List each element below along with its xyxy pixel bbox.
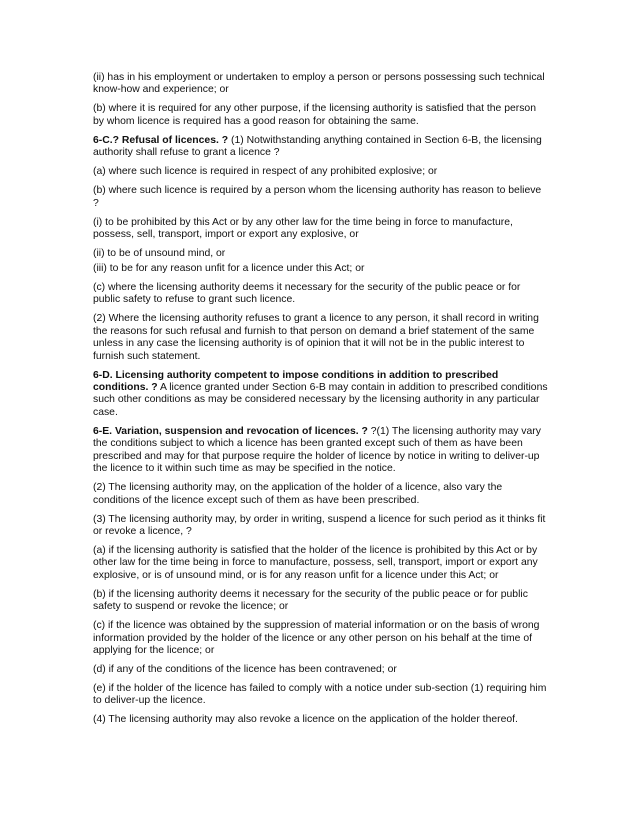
- paragraph-text: (3) The licensing authority may, by order in writing, suspend a licence for such period as it thinks fit or revoke a licence, ?: [93, 513, 546, 537]
- paragraph-2-record-reasons: [93, 313, 549, 363]
- paragraph-b-deems-necessary: [93, 589, 549, 614]
- paragraph-text: (2) The licensing authority may, on the application of the holder of a licence, also vary the conditions of the licence except such of them as have been prescribed.: [93, 482, 503, 506]
- paragraph-text: ?(1) The licensing authority may vary the conditions subject to which a licence has been granted except such of them as have been prescribed and may for that purpose require the holder of licence by notice in writing to deliver-up the licence to it within such time as may be specified in the notice.: [93, 425, 541, 475]
- paragraph-c-suppression: [93, 620, 549, 657]
- paragraph-text: (b) where such licence is required by a person whom the licensing authority has reason to believe ?: [93, 185, 542, 209]
- paragraph-text: (a) if the licensing authority is satisfied that the holder of the licence is prohibited by this Act or by other law for the time being in force to manufacture, possess, sell, transport, import or export any explosive, or is of unsound mind, or is for any reason unfit for a licence under this Act; or: [93, 544, 538, 581]
- paragraph-text: (b) where it is required for any other purpose, if the licensing authority is satisfied that the person by whom licence is required has a good reason for obtaining the same.: [93, 103, 536, 127]
- paragraph-e-failed-comply: [93, 683, 549, 708]
- paragraph-d-contravened: [93, 664, 549, 676]
- paragraph-a-prohibited-explosive: [93, 166, 549, 178]
- paragraph-text: (c) where the licensing authority deems it necessary for the security of the public peace or for public safety to refuse to grant such licence.: [93, 282, 521, 306]
- paragraph-text: (c) if the licence was obtained by the suppression of material information or on the basis of wrong information provided by the holder of the licence or any other person on his behalf at the time of applying for the licence; or: [93, 620, 540, 656]
- section-heading: 6-C.? Refusal of licences. ?: [93, 134, 229, 146]
- paragraph-a-satisfied: [93, 545, 549, 582]
- paragraph-c-public-peace: [93, 282, 549, 307]
- paragraph-text: A licence granted under Section 6-B may contain in addition to prescribed conditions such other conditions as may be considered necessary by the licensing authority in any particular case.: [93, 382, 548, 418]
- section-heading: 6-D. Licensing authority competent to impose conditions in addition to prescribed conditions. ?: [93, 369, 499, 394]
- paragraph-text: (4) The licensing authority may also revoke a licence on the application of the holder thereof.: [93, 714, 518, 726]
- paragraph-text: (b) if the licensing authority deems it necessary for the security of the public peace or for public safety to suspend or revoke the licence; or: [93, 588, 528, 613]
- paragraph-text: (d) if any of the conditions of the licence has been contravened; or: [93, 663, 397, 675]
- paragraph-i-prohibited: [93, 217, 549, 242]
- section-6c-refusal: [93, 135, 549, 160]
- paragraph-text: (ii) has in his employment or undertaken to employ a person or persons possessing such technical know-how and experience; or: [93, 72, 545, 96]
- paragraph-b-reason-to-believe: [93, 185, 549, 210]
- paragraph-ii-unsound-mind: [93, 248, 549, 260]
- paragraph-text: (iii) to be for any reason unfit for a licence under this Act; or: [93, 263, 365, 275]
- paragraph-text: (a) where such licence is required in respect of any prohibited explosive; or: [93, 166, 438, 178]
- paragraph-2-vary-conditions: [93, 482, 549, 507]
- section-6e-variation: [93, 426, 549, 476]
- paragraph-ii-employment: [93, 72, 549, 97]
- paragraph-text: (i) to be prohibited by this Act or by any other law for the time being in force to manufacture, possess, sell, transport, import or export any explosive, or: [93, 216, 513, 241]
- paragraph-text: (ii) to be of unsound mind, or: [93, 248, 226, 260]
- paragraph-text: (2) Where the licensing authority refuses to grant a licence to any person, it shall record in writing the reasons for such refusal and furnish to that person on demand a brief statement of the same unless in any case the licensing authority is of opinion that it will not be in the public interest to furnish such statement.: [93, 313, 539, 362]
- paragraph-3-suspend: [93, 514, 549, 539]
- section-6d-conditions: [93, 370, 549, 420]
- paragraph-4-revoke-application: [93, 714, 549, 726]
- paragraph-b-other-purpose: [93, 103, 549, 128]
- document-page: [93, 72, 549, 733]
- section-heading: 6-E. Variation, suspension and revocation of licences. ?: [93, 425, 368, 437]
- paragraph-iii-unfit: [93, 263, 549, 275]
- paragraph-text: (e) if the holder of the licence has failed to comply with a notice under sub-section (1) requiring him to deliver-up the licence.: [93, 682, 547, 707]
- paragraph-text: (1) Notwithstanding anything contained in Section 6-B, the licensing authority shall refuse to grant a licence ?: [93, 134, 542, 159]
